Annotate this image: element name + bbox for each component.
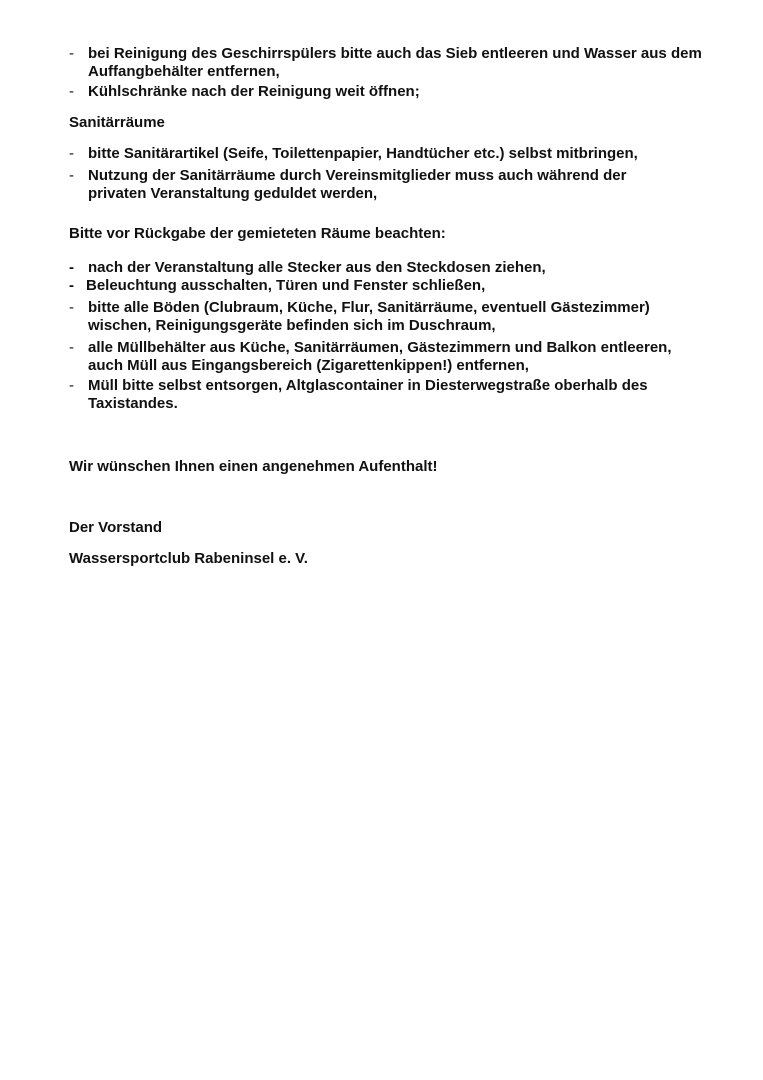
list-marker: -	[69, 167, 74, 184]
list-item-text: Müll bitte selbst entsorgen, Altglascontainer in Diesterwegstraße oberhalb des Taxistandes.	[88, 377, 648, 412]
list-item	[69, 339, 749, 375]
list-marker: -	[69, 145, 74, 162]
list-marker: -	[69, 277, 74, 294]
list-item-text: Beleuchtung ausschalten, Türen und Fenster schließen,	[86, 277, 486, 294]
list-item-text: Nutzung der Sanitärräume durch Vereinsmitglieder muss auch während der privaten Veranstaltung geduldet werden,	[88, 167, 627, 202]
list-item-text: bitte alle Böden (Clubraum, Küche, Flur, Sanitärräume, eventuell Gästezimmer) wischen, Reinigungsgeräte befinden sich im Duschraum,	[88, 299, 650, 334]
list-item-text: bei Reinigung des Geschirrspülers bitte auch das Sieb entleeren und Wasser aus dem Auffangbehälter entfernen,	[88, 45, 702, 80]
signature-board: Der Vorstand	[69, 519, 163, 536]
section-heading-sanitary: Sanitärräume	[69, 114, 165, 131]
list-marker: -	[69, 377, 74, 394]
list-item	[69, 277, 749, 295]
list-item	[69, 377, 749, 413]
list-item-text: bitte Sanitärartikel (Seife, Toilettenpapier, Handtücher etc.) selbst mitbringen,	[88, 145, 638, 162]
list-marker: -	[69, 299, 74, 316]
list-marker: -	[69, 259, 74, 276]
signature-club: Wassersportclub Rabeninsel e. V.	[69, 550, 308, 567]
list-item	[69, 259, 749, 277]
list-item-text: alle Müllbehälter aus Küche, Sanitärräumen, Gästezimmern und Balkon entleeren, auch Müll aus Eingangsbereich (Zigarettenkippen!) entfernen,	[88, 339, 672, 374]
list-item	[69, 299, 749, 335]
list-item	[69, 83, 749, 101]
list-item-text: Kühlschränke nach der Reinigung weit öffnen;	[88, 83, 420, 100]
list-item	[69, 145, 749, 163]
list-marker: -	[69, 83, 74, 100]
closing-sentence: Wir wünschen Ihnen einen angenehmen Aufenthalt!	[69, 458, 438, 475]
list-marker: -	[69, 339, 74, 356]
section-heading-return: Bitte vor Rückgabe der gemieteten Räume beachten:	[69, 225, 446, 242]
list-item	[69, 167, 749, 203]
list-marker: -	[69, 45, 74, 62]
list-item	[69, 45, 749, 81]
list-item-text: nach der Veranstaltung alle Stecker aus den Steckdosen ziehen,	[88, 259, 546, 276]
